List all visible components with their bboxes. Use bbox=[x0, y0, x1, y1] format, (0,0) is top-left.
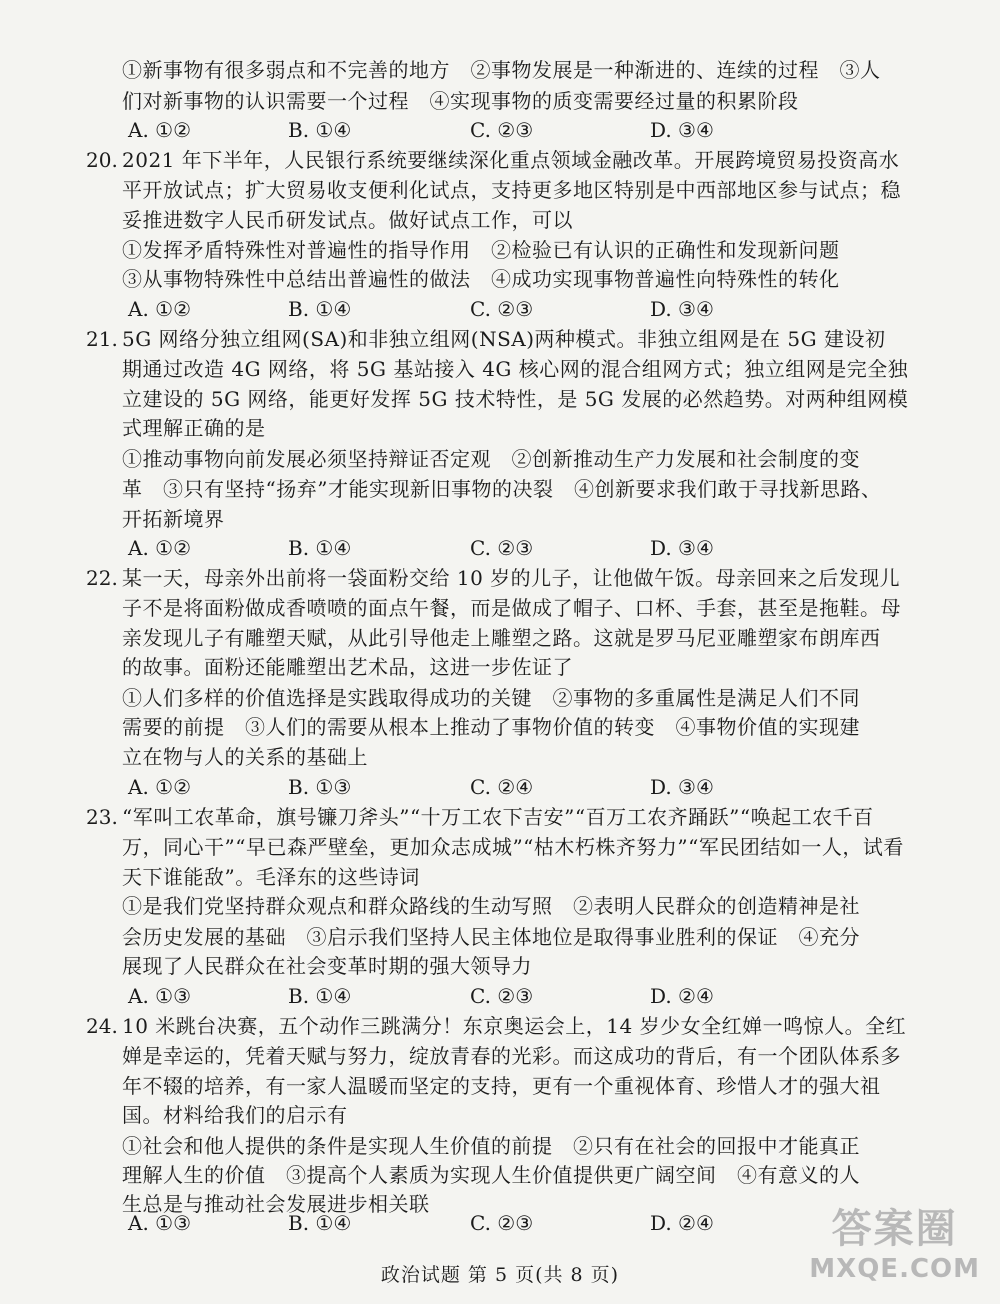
option-c: C. ②③ bbox=[470, 1211, 534, 1235]
watermark-logo-text: 答案圈 bbox=[831, 1206, 958, 1252]
question-line: 的故事。面粉还能雕塑出艺术品，这进一步佐证了 bbox=[122, 655, 573, 679]
question-line: ③从事物特殊性中总结出普遍性的做法 ④成功实现事物普遍性向特殊性的转化 bbox=[122, 267, 840, 291]
question-line: 会历史发展的基础 ③启示我们坚持人民主体地位是取得事业胜利的保证 ④充分 bbox=[122, 925, 860, 949]
option-a: A. ①② bbox=[128, 775, 192, 799]
question-line: 万，同心干”“早已森严壁垒，更加众志成城”“枯木朽株齐努力”“军民团结如一人，试看 bbox=[122, 835, 904, 859]
question-line: 革 ③只有坚持“扬弃”才能实现新旧事物的决裂 ④创新要求我们敢于寻找新思路、 bbox=[122, 477, 882, 501]
watermark-url: MXQE.COM bbox=[809, 1254, 980, 1284]
question-line: 展现了人民群众在社会变革时期的强大领导力 bbox=[122, 954, 532, 978]
question-line: 立在物与人的关系的基础上 bbox=[122, 745, 368, 769]
site-watermark bbox=[809, 1197, 980, 1284]
question-line: 生总是与推动社会发展进步相关联 bbox=[122, 1192, 430, 1216]
question-line: 开拓新境界 bbox=[122, 507, 225, 531]
option-b: B. ①④ bbox=[288, 984, 352, 1008]
question-line: 理解人生的价值 ③提高个人素质为实现人生价值提供更广阔空间 ④有意义的人 bbox=[122, 1163, 860, 1187]
question-line: 某一天，母亲外出前将一袋面粉交给 10 岁的儿子，让他做午饭。母亲回来之后发现儿 bbox=[122, 566, 901, 590]
option-b: B. ①④ bbox=[288, 118, 352, 142]
option-a: A. ①② bbox=[128, 118, 192, 142]
question-line: 式理解正确的是 bbox=[122, 416, 266, 440]
question-line: 2021 年下半年，人民银行系统要继续深化重点领域金融改革。开展跨境贸易投资高水 bbox=[122, 148, 900, 172]
question-line: ①社会和他人提供的条件是实现人生价值的前提 ②只有在社会的回报中才能真正 bbox=[122, 1134, 860, 1158]
intro-line: ①新事物有很多弱点和不完善的地方 ②事物发展是一种渐进的、连续的过程 ③人 bbox=[122, 58, 881, 82]
question-line: 10 米跳台决赛，五个动作三跳满分！东京奥运会上，14 岁少女全红婵一鸣惊人。全红 bbox=[122, 1014, 907, 1038]
option-c: C. ②③ bbox=[470, 297, 534, 321]
question-line: ①发挥矛盾特殊性对普遍性的指导作用 ②检验已有认识的正确性和发现新问题 bbox=[122, 238, 840, 262]
option-d: D. ③④ bbox=[650, 536, 714, 560]
option-a: A. ①② bbox=[128, 297, 192, 321]
question-number: 22. bbox=[86, 566, 118, 590]
intro-line: 们对新事物的认识需要一个过程 ④实现事物的质变需要经过量的积累阶段 bbox=[122, 89, 799, 113]
question-line: 需要的前提 ③人们的需要从根本上推动了事物价值的转变 ④事物价值的实现建 bbox=[122, 715, 860, 739]
option-d: D. ②④ bbox=[650, 984, 714, 1008]
question-line: 国。材料给我们的启示有 bbox=[122, 1103, 348, 1127]
question-line: ①是我们党坚持群众观点和群众路线的生动写照 ②表明人民群众的创造精神是社 bbox=[122, 894, 860, 918]
option-d: D. ③④ bbox=[650, 118, 714, 142]
question-number: 21. bbox=[86, 327, 118, 351]
question-line: “军叫工农革命，旗号镰刀斧头”“十万工农下吉安”“百万工农齐踊跃”“唤起工农千百 bbox=[122, 805, 874, 829]
option-b: B. ①③ bbox=[288, 775, 352, 799]
option-b: B. ①④ bbox=[288, 1211, 352, 1235]
question-line: 期通过改造 4G 网络，将 5G 基站接入 4G 核心网的混合组网方式；独立组网是完全独 bbox=[122, 357, 909, 381]
question-line: 天下谁能敌”。毛泽东的这些诗词 bbox=[122, 865, 420, 889]
option-a: A. ①② bbox=[128, 536, 192, 560]
question-line: 年不辍的培养，有一家人温暖而坚定的支持，更有一个重视体育、珍惜人才的强大祖 bbox=[122, 1074, 881, 1098]
question-line: 子不是将面粉做成香喷喷的面点午餐，而是做成了帽子、口杯、手套，甚至是拖鞋。母 bbox=[122, 596, 901, 620]
option-c: C. ②③ bbox=[470, 984, 534, 1008]
question-number: 23. bbox=[86, 805, 118, 829]
option-a: A. ①③ bbox=[128, 984, 192, 1008]
option-c: C. ②③ bbox=[470, 118, 534, 142]
option-d: D. ③④ bbox=[650, 297, 714, 321]
question-number: 24. bbox=[86, 1014, 118, 1038]
question-number: 20. bbox=[86, 148, 118, 172]
question-line: 妥推进数字人民币研发试点。做好试点工作，可以 bbox=[122, 208, 573, 232]
option-d: D. ②④ bbox=[650, 1211, 714, 1235]
option-b: B. ①④ bbox=[288, 536, 352, 560]
question-line: ①推动事物向前发展必须坚持辩证否定观 ②创新推动生产力发展和社会制度的变 bbox=[122, 447, 860, 471]
option-c: C. ②④ bbox=[470, 775, 534, 799]
question-line: 婵是幸运的，凭着天赋与努力，绽放青春的光彩。而这成功的背后，有一个团队体系多 bbox=[122, 1044, 901, 1068]
question-line: 平开放试点；扩大贸易收支便利化试点，支持更多地区特别是中西部地区参与试点；稳 bbox=[122, 178, 901, 202]
option-c: C. ②③ bbox=[470, 536, 534, 560]
question-line: ①人们多样的价值选择是实践取得成功的关键 ②事物的多重属性是满足人们不同 bbox=[122, 686, 860, 710]
option-b: B. ①④ bbox=[288, 297, 352, 321]
option-a: A. ①③ bbox=[128, 1211, 192, 1235]
question-line: 立建设的 5G 网络，能更好发挥 5G 技术特性，是 5G 发展的必然趋势。对两种组网模 bbox=[122, 387, 909, 411]
question-line: 亲发现儿子有雕塑天赋，从此引导他走上雕塑之路。这就是罗马尼亚雕塑家布朗库西 bbox=[122, 626, 881, 650]
question-line: 5G 网络分独立组网(SA)和非独立组网(NSA)两种模式。非独立组网是在 5G 建设初 bbox=[122, 327, 886, 351]
page-footer: 政治试题 第 5 页(共 8 页) bbox=[380, 1264, 620, 1286]
option-d: D. ③④ bbox=[650, 775, 714, 799]
